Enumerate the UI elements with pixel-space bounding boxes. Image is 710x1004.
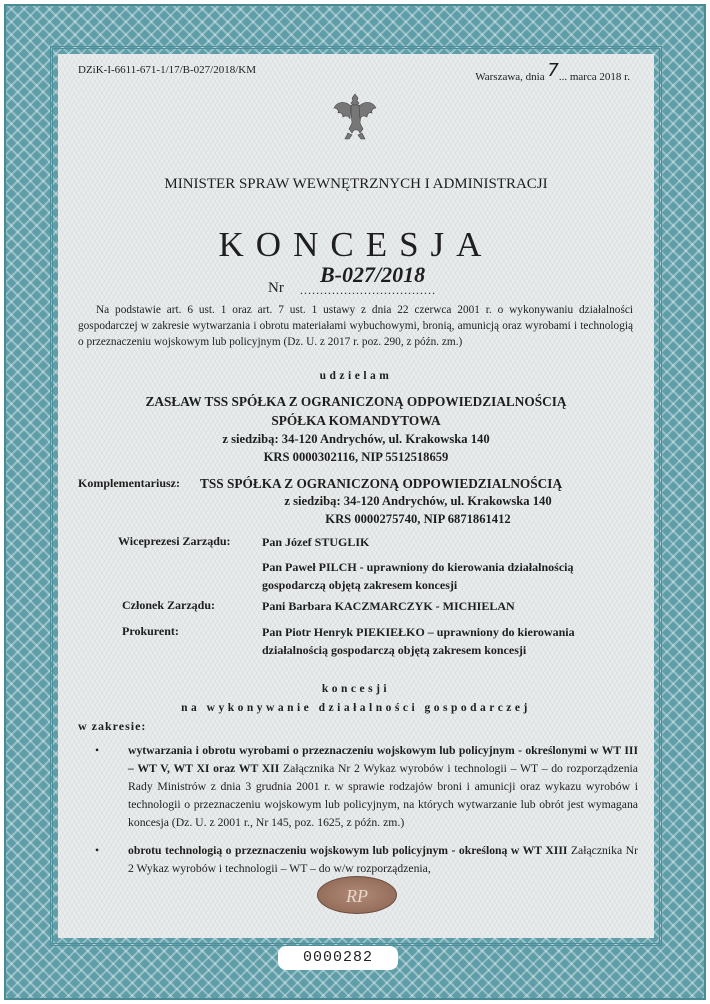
date-suffix: ... marca 2018 r. (558, 71, 630, 83)
scope-item-bold: obrotu technologią o przeznaczeniu wojskowym lub policyjnym - określoną w WT XIII (128, 844, 568, 857)
activity-heading: na wykonywanie działalności gospodarczej (181, 702, 531, 714)
scope-item (78, 842, 638, 878)
scope-list (78, 742, 638, 888)
number-dots: .................................. (300, 283, 436, 297)
general-partner-address: z siedzibą: 34-120 Andrychów, ul. Krakowska 140 (284, 494, 552, 508)
role-label-vice-presidents: Wiceprezesi Zarządu: (118, 534, 231, 548)
scope-item (78, 742, 638, 832)
reference-number: DZiK-I-6611-671-1/17/B-027/2018/KM (78, 64, 257, 76)
person-pilch: Pan Paweł PILCH - uprawniony do kierowania działalnością gospodarczą objętą zakresem koncesji (262, 560, 574, 592)
legal-basis: Na podstawie art. 6 ust. 1 oraz art. 7 ust. 1 ustawy z dnia 22 czerwca 2001 r. o wykonywaniu działalności gospodarczej w zakresie wytwarzania i obrotu materiałami wybuchowymi, bronią, amunicją oraz wyrobami i technologią o przeznaczeniu wojskowym lub policyjnym (Dz. U. z 2017 r. poz. 290, z późn. zm.) (78, 304, 633, 348)
bullet-icon: • (95, 844, 100, 857)
scope-label: w zakresie: (78, 719, 147, 733)
person-piekielko: Pan Piotr Henryk PIEKIEŁKO – uprawniony do kierowania działalnością gospodarczą objętą zakresem koncesji (262, 625, 575, 657)
general-partner-registry: KRS 0000275740, NIP 6871861412 (325, 512, 511, 526)
serial-number: 0000282 (278, 946, 398, 970)
eagle-emblem-icon (332, 92, 378, 142)
grant-word: udzielam (319, 370, 393, 382)
scope-item-text: Załącznika Nr 2 Wykaz wyrobów i technologii – WT – do w/w rozporządzenia, (128, 844, 638, 875)
role-label-proxy: Prokurent: (122, 624, 179, 638)
document-title: KONCESJA (218, 225, 494, 264)
issuer-heading: MINISTER SPRAW WEWNĘTRZNYCH I ADMINISTRACJI (164, 176, 548, 192)
general-partner-label: Komplementariusz: (78, 476, 180, 490)
company-name-line1: ZASŁAW TSS SPÓŁKA Z OGRANICZONĄ ODPOWIEDZIALNOŚCIĄ (145, 394, 567, 409)
company-name-line2: SPÓŁKA KOMANDYTOWA (271, 413, 441, 428)
concession-word: koncesji (321, 683, 391, 695)
person-kaczmarczyk: Pani Barbara KACZMARCZYK - MICHIELAN (262, 599, 515, 613)
company-address: z siedzibą: 34-120 Andrychów, ul. Krakowska 140 (222, 432, 490, 446)
scope-item-bold: wytwarzania i obrotu wyrobami o przeznaczeniu wojskowym lub policyjnym - określonymi w WT III – WT V, WT XI oraz WT XII (128, 744, 638, 775)
bullet-icon: • (95, 744, 100, 757)
general-partner-name: TSS SPÓŁKA Z OGRANICZONĄ ODPOWIEDZIALNOŚCIĄ (200, 476, 563, 491)
number-label: Nr (268, 280, 284, 296)
scope-item-text: Załącznika Nr 2 Wykaz wyrobów i technologii – WT – do rozporządzenia Rady Ministrów z dnia 3 grudnia 2001 r. w sprawie rodzajów broni i amunicji oraz wykazu wyrobów i technologii o przeznaczeniu wojskowym lub policyjnym, na których wytwarzanie lub obrót jest wymagana koncesja (Dz. U. z 2001 r., Nr 145, poz. 1625, z późn. zm.) (128, 762, 638, 829)
person-stuglik: Pan Józef STUGLIK (262, 535, 370, 549)
role-label-board-member: Członek Zarządu: (122, 598, 215, 612)
date-day-handwritten: 7 (547, 60, 559, 81)
date-prefix: Warszawa, dnia (475, 71, 548, 83)
concession-number: B-027/2018 (320, 262, 426, 287)
issue-date (475, 60, 630, 85)
company-registry: KRS 0000302116, NIP 5512518659 (263, 450, 449, 464)
rp-seal: RP (317, 876, 397, 914)
